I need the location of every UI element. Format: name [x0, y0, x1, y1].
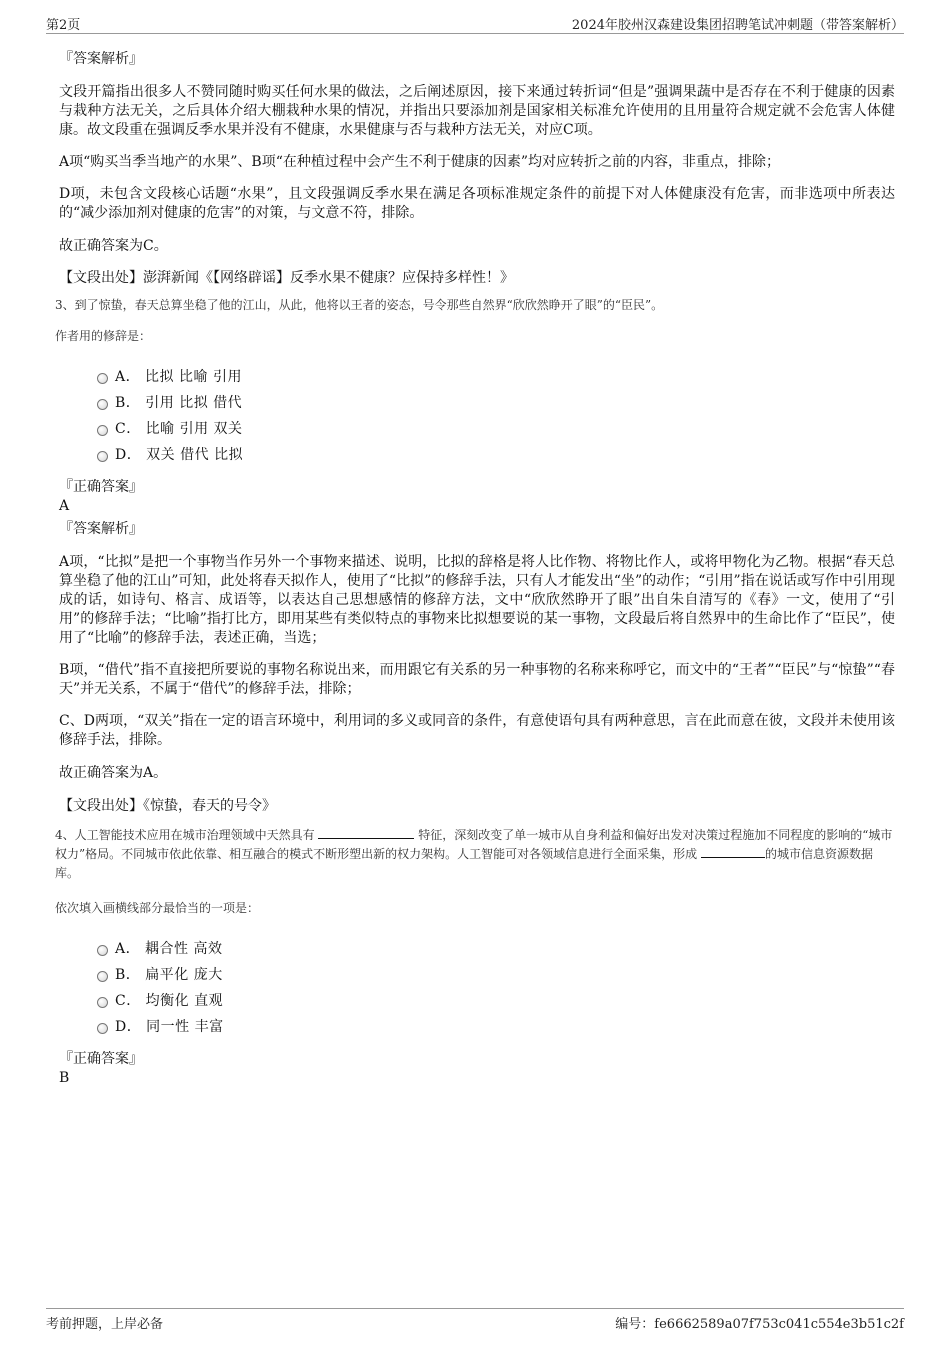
radio-button-icon[interactable]: [97, 971, 108, 982]
analysis-label: 『答案解析』: [59, 51, 143, 67]
document-title: 2024年胶州汉森建设集团招聘笔试冲刺题（带答案解析）: [571, 18, 904, 33]
radio-button-icon[interactable]: [97, 399, 108, 410]
question-prompt: 作者用的修辞是：: [55, 329, 152, 343]
option-label: B． 引用 比拟 借代: [115, 395, 243, 411]
radio-button-icon[interactable]: [97, 1023, 108, 1034]
option-label: D． 同一性 丰富: [115, 1019, 224, 1035]
question-prompt: 依次填入画横线部分最恰当的一项是：: [55, 901, 260, 915]
option-label: A． 耦合性 高效: [115, 941, 223, 957]
correct-answer-value: A: [59, 498, 70, 514]
footer-slogan: 考前押题，上岸必备: [46, 1317, 164, 1332]
option-list: [97, 368, 895, 472]
correct-answer-value: B: [59, 1070, 70, 1086]
option-label: D． 双关 借代 比拟: [115, 447, 244, 463]
page-header: [46, 14, 904, 32]
radio-button-icon[interactable]: [97, 945, 108, 956]
option-c[interactable]: [97, 420, 895, 446]
fill-blank: [318, 826, 414, 839]
question-stem: [55, 826, 895, 883]
correct-answer-statement: 故正确答案为C。: [59, 238, 168, 254]
radio-button-icon[interactable]: [97, 451, 108, 462]
correct-answer-label: 『正确答案』: [59, 479, 143, 495]
option-label: B． 扁平化 庞大: [115, 967, 223, 983]
analysis-paragraph: D项，未包含文段核心话题“水果”，且文段强调反季水果在满足各项标准规定条件的前提下对人体健康没有危害，而非选项中所表达的“减少添加剂对健康的危害”的对策，与文意不符，排除。: [59, 186, 895, 221]
analysis-paragraph: B项，“借代”指不直接把所要说的事物名称说出来，而用跟它有关系的另一种事物的名称来称呼它，而文中的“王者”“臣民”与“惊蛰”“春天”并无关系，不属于“借代”的修辞手法，排除；: [59, 662, 895, 697]
question-text: 特征，深刻改变了单一城市从自身利益和偏好出发对决策过程施加不同程度的影响的“城市权力”格局。不同城市依此依靠、相互融合的模式不断形塑出新的权力架构。人工智能可对各领域信息进行全面采集，形成: [55, 828, 893, 861]
option-a[interactable]: [97, 368, 895, 394]
analysis-paragraph: 文段开篇指出很多人不赞同随时购买任何水果的做法，之后阐述原因，接下来通过转折词“但是”强调果蔬中是否存在不利于健康的因素与栽种方法无关，之后具体介绍大棚栽种水果的情况，并指出只要添加剂是国家相关标准允许使用的且用量符合规定就不会危害人体健康。故文段重在强调反季水果并没有不健康，水果健康与否与栽种方法无关，对应C项。: [59, 84, 895, 138]
option-label: A． 比拟 比喻 引用: [115, 369, 242, 385]
question-text: 的城市信息资源数据库。: [55, 847, 873, 880]
option-d[interactable]: [97, 446, 895, 472]
radio-button-icon[interactable]: [97, 373, 108, 384]
option-b[interactable]: [97, 966, 895, 992]
correct-answer-statement: 故正确答案为A。: [59, 765, 168, 781]
analysis-label: 『答案解析』: [59, 521, 143, 537]
page-number: 第2页: [46, 18, 81, 33]
option-a[interactable]: [97, 940, 895, 966]
radio-button-icon[interactable]: [97, 425, 108, 436]
option-d[interactable]: [97, 1018, 895, 1044]
document-id: 编号：fe6662589a07f753c041c554e3b51c2f: [615, 1317, 904, 1332]
option-b[interactable]: [97, 394, 895, 420]
source-citation: 【文段出处】《惊蛰，春天的号令》: [59, 798, 276, 814]
option-c[interactable]: [97, 992, 895, 1018]
option-label: C． 均衡化 直观: [115, 993, 224, 1009]
page-footer: [46, 1313, 904, 1331]
radio-button-icon[interactable]: [97, 997, 108, 1008]
analysis-paragraph: C、D两项，“双关”指在一定的语言环境中，利用词的多义或同音的条件，有意使语句具有两种意思，言在此而意在彼，文段并未使用该修辞手法，排除。: [59, 713, 895, 748]
header-divider: [46, 33, 904, 34]
correct-answer-label: 『正确答案』: [59, 1051, 143, 1067]
analysis-paragraph: A项，“比拟”是把一个事物当作另外一个事物来描述、说明，比拟的辞格是将人比作物、将物比作人，或将甲物化为乙物。根据“春天总算坐稳了他的江山”可知，此处将春天拟作人，使用了“比拟”的修辞手法，只有人才能发出“坐”的动作；“引用”指在说话或写作中引用现成的话，如诗句、格言、成语等，以表达自己思想感情的修辞方法，文中“欣欣然睁开了眼”出自朱自清写的《春》一文，使用了“引用”的修辞手法；“比喻”指打比方，即用某些有类似特点的事物来比拟想要说的某一事物，文段最后将自然界中的生命比作了“臣民”，使用了“比喻”的修辞手法，表述正确，当选；: [59, 554, 895, 646]
question-text: 4、人工智能技术应用在城市治理领域中天然具有: [55, 828, 315, 842]
page-content: [55, 40, 895, 1086]
source-citation: 【文段出处】澎湃新闻《【网络辟谣】反季水果不健康？应保持多样性！》: [59, 270, 514, 286]
analysis-paragraph: A项“购买当季当地产的水果”、B项“在种植过程中会产生不利于健康的因素”均对应转折之前的内容，非重点，排除；: [59, 154, 781, 170]
footer-divider: [46, 1308, 904, 1309]
question-stem: 3、到了惊蛰，春天总算坐稳了他的江山，从此，他将以王者的姿态，号令那些自然界“欣欣然睁开了眼”的“臣民”。: [55, 298, 664, 312]
option-list: [97, 940, 895, 1044]
option-label: C． 比喻 引用 双关: [115, 421, 243, 437]
fill-blank: [701, 845, 765, 858]
